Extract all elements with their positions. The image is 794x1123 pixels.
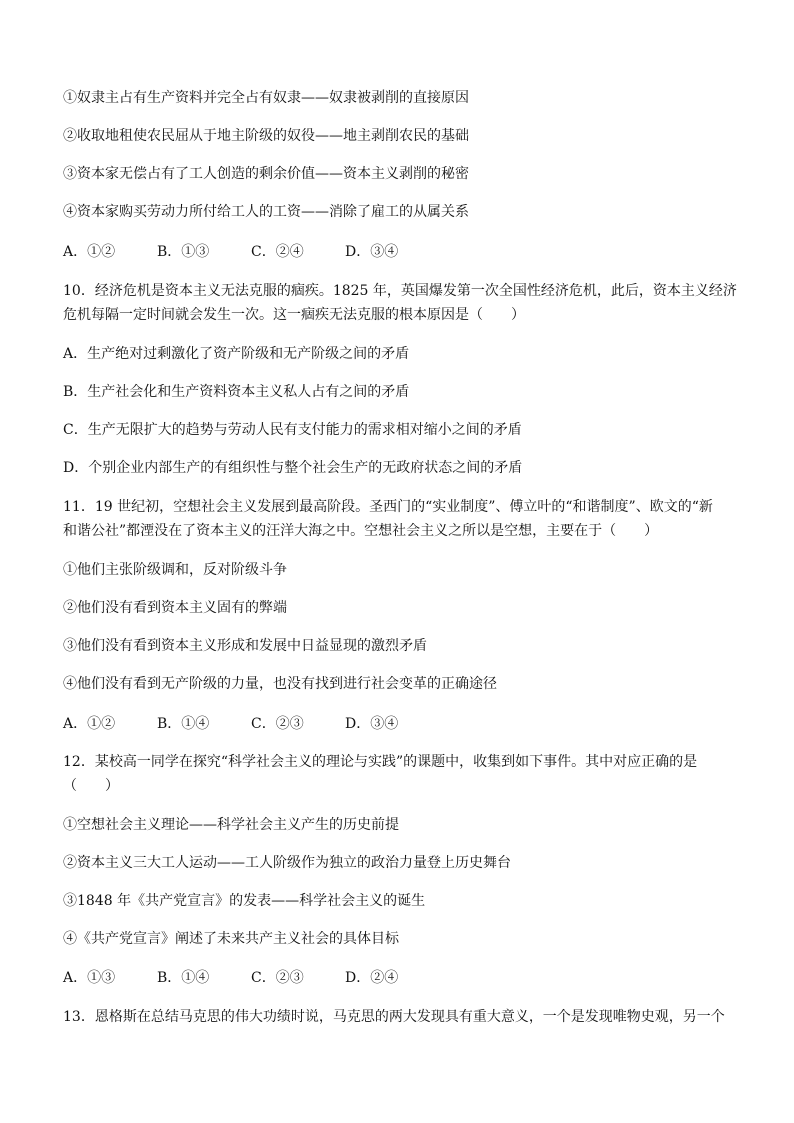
q12-stem-line-2: （ ） [63, 778, 119, 794]
option-a: A．①③ [63, 970, 116, 986]
q12-item-3: ③1848 年《共产党宣言》的发表——科学社会主义的诞生 [63, 893, 426, 909]
q12-stem-line-1: 12．某校高一同学在探究“科学社会主义的理论与实践”的课题中，收集到如下事件。其中对应正确的是 [63, 754, 698, 770]
option-c: C．②③ [251, 716, 304, 732]
q10-stem-line-2: 危机每隔一定时间就会发生一次。这一痼疾无法克服的根本原因是（ ） [63, 307, 525, 323]
q11-item-1: ①他们主张阶级调和，反对阶级斗争 [63, 562, 287, 578]
prev-item-4: ④资本家购买劳动力所付给工人的工资——消除了雇工的从属关系 [63, 204, 469, 220]
q11-item-3: ③他们没有看到资本主义形成和发展中日益显现的激烈矛盾 [63, 638, 427, 654]
q11-stem-line-2: 和谐公社”都湮没在了资本主义的汪洋大海之中。空想社会主义之所以是空想，主要在于（ ） [63, 523, 659, 539]
q12-options [63, 966, 439, 990]
q10-stem-line-1: 10．经济危机是资本主义无法克服的痼疾。1825 年，英国爆发第一次全国性经济危机，此后，资本主义经济 [63, 283, 737, 299]
option-c: C．②③ [251, 970, 304, 986]
prev-item-3: ③资本家无偿占有了工人创造的剩余价值——资本主义剥削的秘密 [63, 166, 469, 182]
q11-options [63, 712, 439, 736]
q10-option-a: A．生产绝对过剩激化了资产阶级和无产阶级之间的矛盾 [63, 346, 410, 362]
q11-item-4: ④他们没有看到无产阶级的力量，也没有找到进行社会变革的正确途径 [63, 676, 497, 692]
q12-item-4: ④《共产党宣言》阐述了未来共产主义社会的具体目标 [63, 931, 399, 947]
q10-option-b: B．生产社会化和生产资料资本主义私人占有之间的矛盾 [63, 384, 410, 400]
q12-item-1: ①空想社会主义理论——科学社会主义产生的历史前提 [63, 817, 399, 833]
q12-item-2: ②资本主义三大工人运动——工人阶级作为独立的政治力量登上历史舞台 [63, 855, 511, 871]
q11-item-2: ②他们没有看到资本主义固有的弊端 [63, 600, 287, 616]
q10-option-d: D．个别企业内部生产的有组织性与整个社会生产的无政府状态之间的矛盾 [63, 460, 523, 476]
q13-stem-line-1: 13．恩格斯在总结马克思的伟大功绩时说，马克思的两大发现具有重大意义，一个是发现唯物史观，另一个 [63, 1009, 725, 1025]
option-b: B．①④ [157, 716, 210, 732]
option-d: D．②④ [345, 970, 399, 986]
option-a: A．①② [63, 244, 116, 260]
option-c: C．②④ [251, 244, 304, 260]
q10-option-c: C．生产无限扩大的趋势与劳动人民有支付能力的需求相对缩小之间的矛盾 [63, 422, 522, 438]
option-b: B．①④ [157, 970, 210, 986]
option-d: D．③④ [345, 244, 399, 260]
option-b: B．①③ [157, 244, 210, 260]
prev-item-2: ②收取地租使农民屈从于地主阶级的奴役——地主剥削农民的基础 [63, 128, 469, 144]
prev-options [63, 240, 439, 264]
option-a: A．①② [63, 716, 116, 732]
q11-stem-line-1: 11．19 世纪初，空想社会主义发展到最高阶段。圣西门的“实业制度”、傅立叶的“和谐制度”、欧文的“新 [63, 499, 713, 515]
option-d: D．③④ [345, 716, 399, 732]
prev-item-1: ①奴隶主占有生产资料并完全占有奴隶——奴隶被剥削的直接原因 [63, 90, 469, 106]
